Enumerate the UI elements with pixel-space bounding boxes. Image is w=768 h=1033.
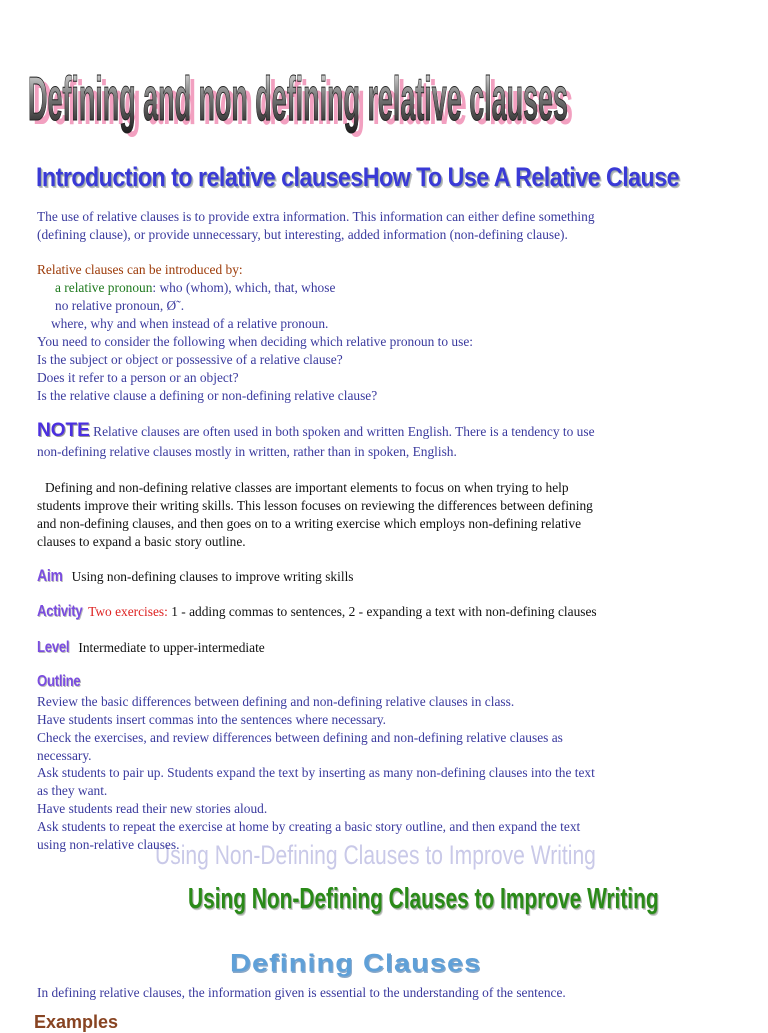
pronoun-label: a relative pronoun <box>55 280 153 295</box>
question-3: Is the relative clause a defining or non-defining relative clause? <box>37 388 378 403</box>
level-label: Level <box>37 639 70 656</box>
aim-text: Using non-defining clauses to improve writing skills <box>71 569 354 584</box>
level-row <box>37 639 265 657</box>
outline-l5: Ask students to pair up. Students expand the text by inserting as many non-defining clauses into the text <box>37 765 595 780</box>
outline-l1: Review the basic differences between defining and non-defining relative clauses in class. <box>37 694 515 709</box>
outline-label: Outline <box>37 673 81 690</box>
para1-line1: The use of relative clauses is to provide extra information. This information can either define something <box>37 209 595 224</box>
outline-l8: Ask students to repeat the exercise at home by creating a basic story outline, and then expand the text <box>37 819 581 834</box>
note-line2: non-defining relative clauses mostly in written, rather than in spoken, English. <box>37 444 457 459</box>
note-text-1: Relative clauses are often used in both spoken and written English. There is a tendency to use <box>93 424 595 439</box>
outline-l6: as they want. <box>37 783 108 798</box>
intro-pronoun-line <box>55 279 335 297</box>
consider-line: You need to consider the following when deciding which relative pronoun to use: <box>37 334 473 349</box>
question-2: Does it refer to a person or an object? <box>37 370 239 385</box>
defining-clauses-heading: Defining Clauses <box>230 950 482 978</box>
defining-text: In defining relative clauses, the information given is essential to the understanding of the sentence. <box>37 985 566 1000</box>
activity-row <box>37 603 597 621</box>
ghost-title: Using Non-Defining Clauses to Improve Writing <box>155 840 596 870</box>
intro-lead-colon: : <box>238 262 243 277</box>
adverbs-line: where, why and when instead of a relative pronoun. <box>51 316 329 331</box>
activity-label: Activity <box>37 603 83 620</box>
green-title: Using Non-Defining Clauses to Improve Writing <box>188 883 659 915</box>
lesson-line2: students improve their writing skills. This lesson focuses on reviewing the differences between defining <box>37 498 593 513</box>
outline-l9: using non-relative clauses. <box>37 837 180 852</box>
outline-l7: Have students read their new stories aloud. <box>37 801 268 816</box>
intro-lead-text: Relative clauses can be introduced by <box>37 262 239 277</box>
wordart-title-svg <box>24 52 584 162</box>
intro-lead <box>37 261 243 279</box>
outline-l4: necessary. <box>37 748 92 763</box>
wordart-title <box>24 52 584 162</box>
outline-l2: Have students insert commas into the sentences where necessary. <box>37 712 387 727</box>
title-text: Defining and non defining relative clauses <box>28 65 568 134</box>
lesson-line3: and non-defining clauses, and then goes on to a writing exercise which employs non-defining relative <box>37 516 582 531</box>
note-line1 <box>37 422 595 441</box>
note-label: NOTE <box>37 420 90 441</box>
activity-text: 1 - adding commas to sentences, 2 - expanding a text with non-defining clauses <box>171 604 597 619</box>
intro-heading: Introduction to relative clausesHow To Use A Relative Clause <box>36 162 680 192</box>
aim-label: Aim <box>37 566 63 585</box>
pronoun-list: : who (whom), which, that, whose <box>152 280 336 295</box>
para1-line2: (defining clause), or provide unnecessary, but interesting, added information (non-defining clause). <box>37 227 568 242</box>
outline-l3: Check the exercises, and review differences between defining and non-defining relative clauses as <box>37 730 563 745</box>
aim-row <box>37 567 354 586</box>
title-shadow: Defining and non defining relative clauses <box>33 69 573 138</box>
lesson-line4: clauses to expand a basic story outline. <box>37 534 246 549</box>
lesson-line1: Defining and non-defining relative classes are important elements to focus on when trying to help <box>45 480 569 495</box>
activity-red: Two exercises: <box>88 604 168 619</box>
question-1: Is the subject or object or possessive of a relative clause? <box>37 352 343 367</box>
level-text: Intermediate to upper-intermediate <box>78 640 265 655</box>
examples-label: Examples <box>34 1012 119 1032</box>
outline-label-row <box>37 673 90 691</box>
no-pronoun-line: no relative pronoun, Ø˜. <box>55 298 185 313</box>
